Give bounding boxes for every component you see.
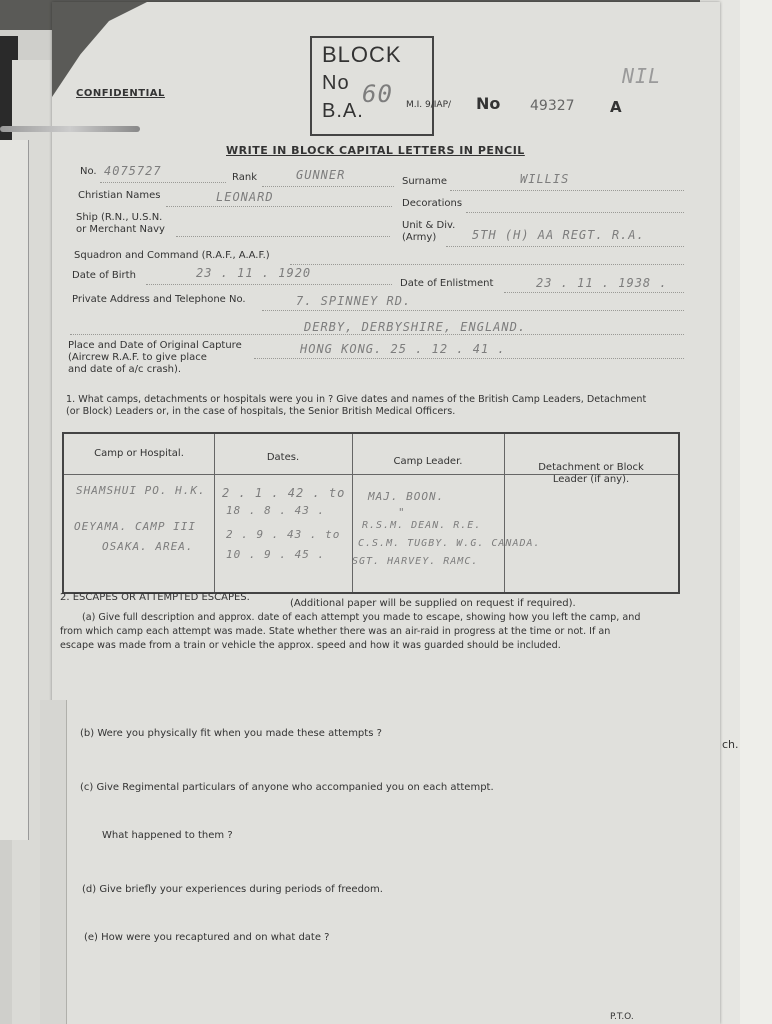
christian-names-label: Christian Names: [78, 190, 161, 201]
camp-2b: OSAKA. AREA.: [102, 540, 194, 553]
address-value-1: 7. SPINNEY RD.: [296, 294, 412, 308]
block-line2: No: [322, 72, 350, 94]
decorations-label: Decorations: [402, 198, 463, 209]
ref-no-label: No: [476, 94, 501, 113]
enlistment-value: 23 . 11 . 1938 .: [536, 276, 668, 290]
no-value: 4075727: [104, 164, 162, 178]
ship-label-2: or Merchant Navy: [76, 224, 165, 235]
confidential-label: CONFIDENTIAL: [76, 88, 165, 99]
side-note: ch.: [722, 738, 739, 751]
dates-2b: 10 . 9 . 45 .: [226, 548, 326, 561]
pto-label: P.T.O.: [610, 1012, 634, 1022]
leader-1: MAJ. BOON.: [368, 490, 445, 503]
dob-label: Date of Birth: [72, 270, 136, 281]
ship-label-1: Ship (R.N., U.S.N.: [76, 212, 163, 223]
q2-heading-note: (Additional paper will be supplied on request if required).: [290, 598, 576, 609]
rank-label: Rank: [232, 172, 257, 183]
leader-2: R.S.M. DEAN. R.E.: [362, 520, 482, 531]
christian-names-value: LEONARD: [216, 190, 274, 204]
col-dates-header: Dates.: [266, 452, 300, 463]
dates-1a: 2 . 1 . 42 . to: [222, 486, 346, 500]
block-number: 60: [362, 80, 393, 108]
underlying-page-edge: [0, 140, 29, 840]
q1-text-1: 1. What camps, detachments or hospitals were you in ? Give dates and names of the British Camp Leaders, Detachment: [66, 394, 647, 405]
q2-b: (b) Were you physically fit when you made these attempts ?: [80, 728, 382, 739]
leader-4: SGT. HARVEY. RAMC.: [352, 556, 479, 567]
address-label: Private Address and Telephone No.: [72, 294, 246, 305]
unit-label-2: (Army): [402, 232, 437, 243]
nil-note: NIL: [622, 64, 662, 88]
col-detachment-header-2: Leader (if any).: [552, 474, 630, 485]
ref-suffix: A: [610, 98, 622, 116]
leader-3: C.S.M. TUGBY. W.G. CANADA.: [358, 538, 541, 549]
rank-value: GUNNER: [296, 168, 346, 182]
capture-value: HONG KONG. 25 . 12 . 41 .: [300, 342, 506, 356]
capture-label-2: (Aircrew R.A.F. to give place: [68, 352, 207, 363]
q2-heading: 2. ESCAPES OR ATTEMPTED ESCAPES.: [60, 592, 250, 603]
q2-a-line2: from which camp each attempt was made. State whether there was an air-raid in progress at the time or not. If an: [60, 626, 611, 637]
squadron-label: Squadron and Command (R.A.F., A.A.F.): [74, 250, 270, 261]
q2-d: (d) Give briefly your experiences during periods of freedom.: [82, 884, 383, 895]
capture-label-3: and date of a/c crash).: [68, 364, 182, 375]
right-page-edge: [740, 0, 772, 1024]
unit-value: 5TH (H) AA REGT. R.A.: [472, 228, 645, 242]
camps-table: [62, 432, 680, 594]
enlistment-label: Date of Enlistment: [400, 278, 494, 289]
address-value-2: DERBY, DERBYSHIRE, ENGLAND.: [304, 320, 527, 334]
col-leader-header: Camp Leader.: [393, 456, 463, 467]
surname-value: WILLIS: [520, 172, 570, 186]
dates-2a: 2 . 9 . 43 . to: [226, 528, 341, 541]
q2-a-line3: escape was made from a train or vehicle the approx. speed and how it was guarded should be included.: [60, 640, 561, 651]
ref-number: 49327: [530, 98, 575, 114]
surname-label: Surname: [402, 176, 447, 187]
col-detachment-header-1: Detachment or Block: [538, 462, 644, 473]
form-title: WRITE IN BLOCK CAPITAL LETTERS IN PENCIL: [226, 144, 525, 157]
block-line1: BLOCK: [322, 42, 402, 67]
block-line3: B.A.: [322, 100, 364, 122]
unit-label-1: Unit & Div.: [402, 220, 456, 231]
dob-value: 23 . 11 . 1920: [196, 266, 312, 280]
camp-2a: OEYAMA. CAMP III: [74, 520, 196, 533]
camp-1: SHAMSHUI PO. H.K.: [76, 484, 206, 497]
q2-c-follow: What happened to them ?: [102, 830, 233, 841]
q2-c: (c) Give Regimental particulars of anyone who accompanied you on each attempt.: [80, 782, 494, 793]
no-label: No.: [80, 166, 97, 177]
tie-string: [0, 126, 140, 132]
q2-e: (e) How were you recaptured and on what date ?: [84, 932, 330, 943]
dates-1b: 18 . 8 . 43 .: [226, 504, 326, 517]
col-camp-header: Camp or Hospital.: [94, 448, 184, 459]
capture-label-1: Place and Date of Original Capture: [68, 340, 242, 351]
ref-prefix: M.I. 9/IAP/: [406, 100, 452, 110]
ditto-mark: ": [398, 506, 406, 519]
q1-text-2: (or Block) Leaders or, in the case of hospitals, the Senior British Medical Officers.: [66, 406, 456, 417]
q2-a-line1: (a) Give full description and approx. date of each attempt you made to escape, showing how you left the camp, and: [82, 612, 641, 623]
block-stamp: [310, 36, 434, 136]
page-stack-edge: [40, 700, 67, 1024]
